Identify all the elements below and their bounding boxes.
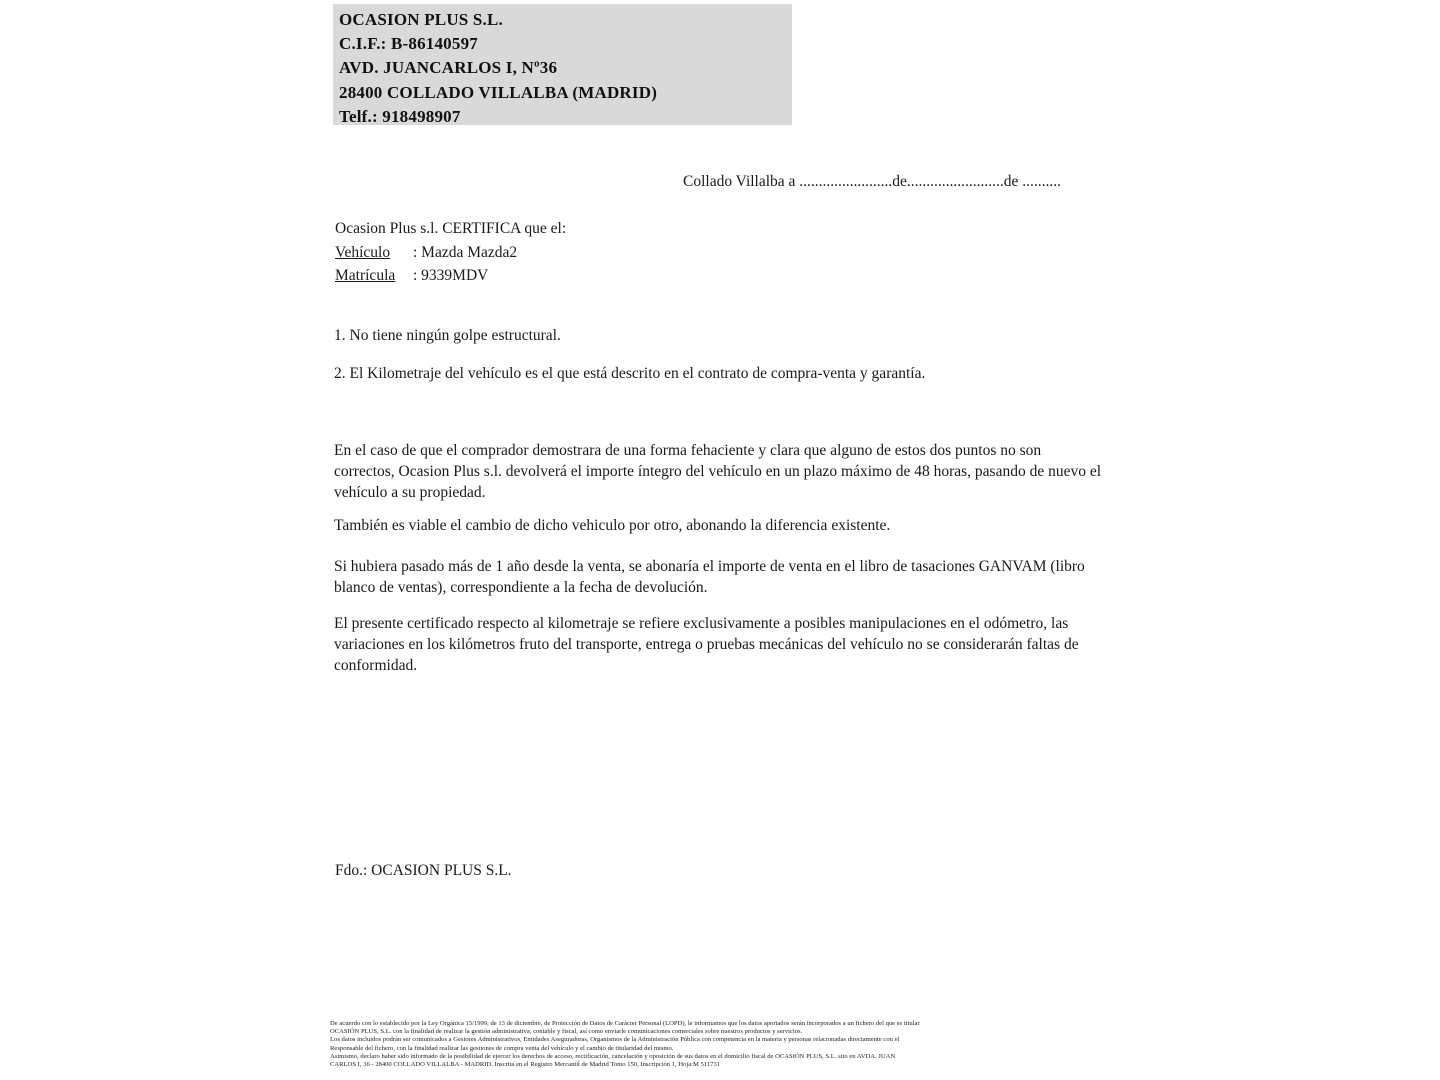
legal-footer-line: Asimismo, declaro haber sido informado de la posibilidad de ejercer los derechos de acceso, rectificación, cancelación y oposición de sus datos en el domicilio fiscal de OCASIÓN PLUS, S.L. sito en AVDA. JUAN	[330, 1052, 896, 1060]
company-name: OCASION PLUS S.L.	[339, 10, 503, 29]
legal-footer-line: Responsable del fichero, con la finalidad realizar las gestiones de compra venta del vehículo y el cambio de titularidad del mismo.	[330, 1044, 674, 1052]
company-letterhead-block	[333, 4, 792, 125]
plate-label: Matrícula	[335, 267, 396, 284]
vehicle-value: : Mazda Mazda2	[413, 243, 518, 261]
vehicle-label: Vehículo	[335, 243, 391, 261]
paragraph-exchange-option: También es viable el cambio de dicho vehiculo por otro, abonando la diferencia existente.	[334, 517, 891, 534]
plate-row	[335, 264, 566, 288]
plate-value: : 9339MDV	[413, 267, 489, 284]
signature-line: Fdo.: OCASION PLUS S.L.	[335, 862, 512, 879]
legal-footer-line: CARLOS I, 36 - 28400 COLLADO VILLALBA - MADRID. Inscrita en el Registro Mercantil de Madrid Tomo 150, Inscripción 1, Hoja:M 511731	[330, 1061, 721, 1069]
certificate-point-2: 2. El Kilometraje del vehículo es el que está descrito en el contrato de compra-venta y garantía.	[334, 365, 926, 382]
legal-footer	[330, 1020, 1120, 1069]
company-city: 28400 COLLADO VILLALBA (MADRID)	[339, 82, 658, 102]
paragraph-odometer-scope: El presente certificado respecto al kilometraje se refiere exclusivamente a posibles manipulaciones en el odómetro, las variaciones en los kilómetros fruto del transporte, entrega o pruebas mecánicas del vehículo no se considerarán faltas de conformidad.	[334, 615, 1079, 674]
paragraph-refund-terms: En el caso de que el comprador demostrara de una forma fehaciente y clara que alguno de estos dos puntos no son correctos, Ocasion Plus s.l. devolverá el importe íntegro del vehículo en un plazo máximo de 48 horas, pasando de nuevo el vehículo a su propiedad.	[334, 442, 1102, 501]
legal-footer-line: OCASIÓN PLUS, S.L. con la finalidad de realizar la gestión administrativa, contable y fiscal, así como enviarle comunicaciones comerciales sobre nuestros productos y servicios.	[330, 1028, 803, 1036]
certificate-point-1: 1. No tiene ningún golpe estructural.	[334, 327, 561, 344]
legal-footer-line: Los datos incluidos podrán ser comunicados a Gestores Administrativos, Entidades Aseguradoras, Organismos de la Administración Pública con competencia en la materia y personas relacionadas directamente con el	[330, 1036, 900, 1044]
vehicle-row	[335, 241, 566, 265]
legal-footer-line: De acuerdo con lo establecido por la Ley Orgánica 15/1999, de 13 de diciembre, de Protección de Datos de Carácter Personal (LOPD), le informamos que los datos aportados serán incorporados a un fichero del que es titular	[330, 1020, 920, 1027]
paragraph-ganvam-valuation: Si hubiera pasado más de 1 año desde la venta, se abonaría el importe de venta en el libro de tasaciones GANVAM (libro blanco de ventas), correspondiente a la fecha de devolución.	[334, 558, 1085, 596]
certify-intro: Ocasion Plus s.l. CERTIFICA que el:	[335, 220, 567, 237]
company-address: AVD. JUANCARLOS I, Nº36	[339, 58, 558, 78]
date-line: Collado Villalba a ........................de.........................de ..........	[683, 173, 1062, 190]
company-phone: Telf.: 918498907	[339, 106, 461, 126]
certification-section	[335, 217, 566, 288]
company-cif: C.I.F.: B-86140597	[339, 34, 478, 54]
